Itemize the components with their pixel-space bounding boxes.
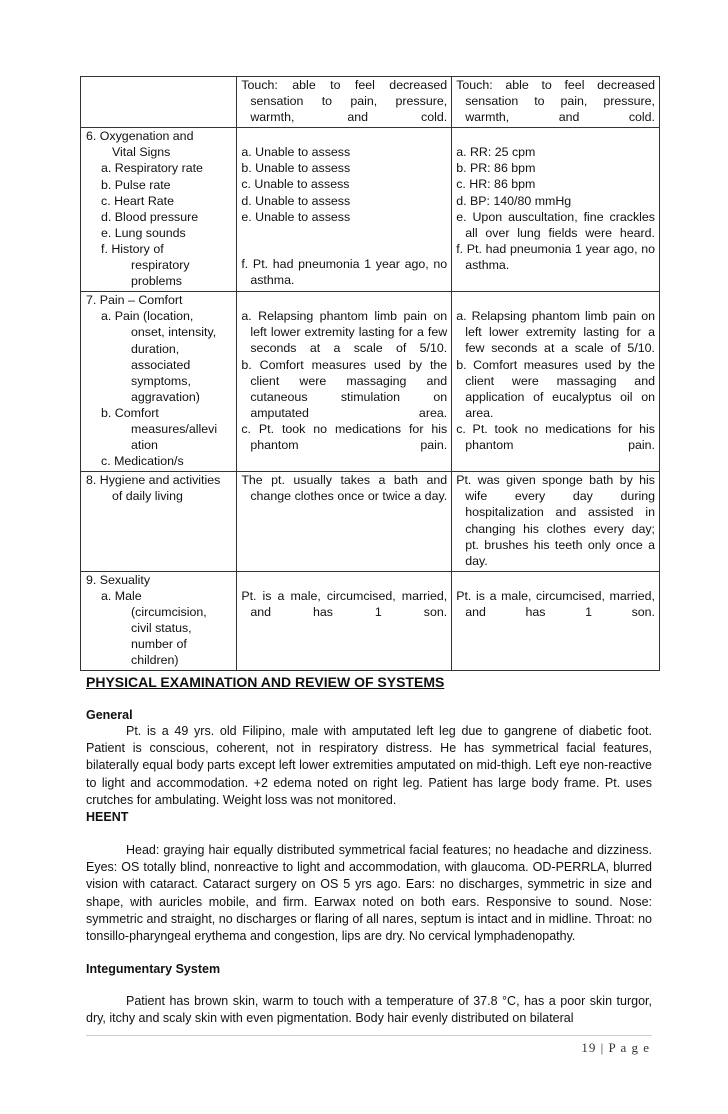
list-item: (circumcision,	[131, 605, 207, 619]
table-cell	[452, 571, 660, 671]
table-cell	[81, 472, 237, 572]
footer-divider	[86, 1035, 652, 1036]
list-item: children)	[131, 653, 179, 668]
list-item: a. Relapsing phantom limb pain on left lower extremity lasting for a few seconds at a scale of 5/10.	[241, 309, 448, 356]
list-item: c. Heart Rate	[101, 193, 174, 208]
section-title: PHYSICAL EXAMINATION AND REVIEW OF SYSTEMS	[86, 674, 445, 690]
table-row	[81, 77, 660, 128]
cell-text: Pt. is a male, circumcised, married, and has 1 son.	[456, 588, 655, 619]
table-row	[81, 472, 660, 572]
list-item: e. Upon auscultation, fine crackles all over lung fields were heard.	[456, 209, 655, 240]
list-item: f. Pt. had pneumonia 1 year ago, no asthma.	[456, 241, 655, 272]
list-item: duration,	[131, 341, 180, 356]
list-item: c. Pt. took no medications for his phantom pain.	[241, 421, 448, 452]
table-cell	[452, 472, 660, 572]
heent-heading: HEENT	[86, 810, 129, 824]
cell-text: Pt. is a male, circumcised, married, and has 1 son.	[241, 588, 448, 619]
list-item: c. Pt. took no medications for his phantom pain.	[456, 421, 655, 452]
list-item: onset, intensity,	[131, 325, 217, 340]
list-item: problems	[131, 274, 182, 289]
list-item: c. Medication/s	[101, 454, 184, 469]
list-item: ation	[131, 438, 158, 453]
page-number: 19 | P a g e	[581, 1040, 650, 1055]
list-item: respiratory	[131, 258, 190, 273]
table-cell	[81, 292, 237, 472]
table-cell	[81, 77, 237, 128]
list-item: a. Respiratory rate	[101, 161, 203, 176]
list-item: number of	[131, 637, 187, 652]
cell-text: Touch: able to feel decreased sensation to pain, pressure, warmth, and cold.	[456, 78, 655, 125]
row-title: 7. Pain – Comfort	[86, 293, 183, 308]
row-title: 6. Oxygenation and	[86, 129, 194, 144]
paragraph-text: Patient has brown skin, warm to touch with a temperature of 37.8 °C, has a poor skin turgor, dry, itchy and scaly skin with even pigmentation. Body hair evenly distributed on bilateral	[86, 994, 652, 1026]
list-item: a. Pain (location,	[101, 309, 194, 324]
table-cell	[81, 571, 237, 671]
table-cell	[237, 292, 452, 472]
list-item: c. Unable to assess	[241, 177, 350, 192]
list-item: associated	[131, 357, 191, 372]
list-item: a. Unable to assess	[241, 145, 351, 160]
list-item: e. Unable to assess	[241, 209, 351, 224]
list-item: a. Relapsing phantom limb pain on left lower extremity lasting for a few seconds at a scale of 5/10.	[456, 309, 655, 356]
list-item: f. History of	[101, 241, 164, 256]
list-item: b. Unable to assess	[241, 161, 351, 176]
table-cell	[452, 77, 660, 128]
list-item: b. Pulse rate	[101, 177, 171, 192]
list-item: a. RR: 25 cpm	[456, 145, 536, 160]
table-row	[81, 571, 660, 671]
general-paragraph	[86, 723, 652, 809]
list-item: c. HR: 86 bpm	[456, 177, 536, 192]
integumentary-paragraph	[86, 993, 652, 1027]
row-title: of daily living	[112, 489, 183, 504]
list-item: b. Comfort measures used by the client were massaging and cutaneous stimulation on amputated area.	[241, 357, 448, 420]
list-item: symptoms,	[131, 373, 191, 388]
list-item: measures/allevi	[131, 421, 218, 436]
list-item: aggravation)	[131, 389, 200, 404]
list-item: a. Male	[101, 588, 142, 603]
table-cell	[452, 128, 660, 292]
assessment-table	[80, 76, 660, 671]
list-item: civil status,	[131, 621, 192, 636]
list-item: b. Comfort	[101, 405, 159, 420]
cell-text: The pt. usually takes a bath and change clothes once or twice a day.	[241, 473, 448, 504]
list-item: d. Blood pressure	[101, 209, 199, 224]
list-item: f. Pt. had pneumonia 1 year ago, no asthma.	[241, 256, 448, 287]
row-title: Vital Signs	[112, 145, 171, 160]
cell-text: Pt. was given sponge bath by his wife every day during hospitalization and assisted in changing his clothes every day; pt. brushes his teeth only once a day.	[456, 473, 655, 568]
list-item: b. Comfort measures used by the client were massaging and application of eucalyptus oil on area.	[456, 357, 655, 420]
table-cell	[237, 472, 452, 572]
list-item: b. PR: 86 bpm	[456, 161, 536, 176]
row-title: 9. Sexuality	[86, 572, 151, 587]
heent-paragraph	[86, 842, 652, 945]
row-title: 8. Hygiene and activities	[86, 473, 221, 488]
paragraph-text: Pt. is a 49 yrs. old Filipino, male with amputated left leg due to gangrene of diabetic foot. Patient is conscious, coherent, not in respiratory distress. He has symmetrical facial features, bilaterally equal body parts except left lower extremities amputated on mid-thigh. Left eye non-reactive to light and accommodation. +2 edema noted on right leg. Patient has large body frame. Pt. uses crutches for ambulating. Weight loss was not monitored.	[86, 724, 652, 807]
integumentary-heading: Integumentary System	[86, 962, 221, 976]
table-row	[81, 292, 660, 472]
list-item: d. BP: 140/80 mmHg	[456, 193, 572, 208]
list-item: d. Unable to assess	[241, 193, 351, 208]
table-row	[81, 128, 660, 292]
general-heading: General	[86, 708, 133, 722]
table-cell	[237, 571, 452, 671]
table-cell	[452, 292, 660, 472]
table-cell	[237, 128, 452, 292]
list-item: e. Lung sounds	[101, 225, 186, 240]
cell-text: Touch: able to feel decreased sensation to pain, pressure, warmth, and cold.	[241, 78, 448, 125]
table-cell	[237, 77, 452, 128]
table-cell	[81, 128, 237, 292]
paragraph-text: Head: graying hair equally distributed symmetrical facial features; no headache and dizziness. Eyes: OS totally blind, nonreactive to light and accommodation, with glaucoma. OD-PERRLA, blurred vision with cataract. Cataract surgery on OS 5 yrs ago. Ears: no discharges, symmetric in size and shape, with auricles mobile, and firm. Earwax noted on both ears. Responsive to sound. Nose: symmetric and straight, no discharges or flaring of all nares, septum is intact and in midline. Throat: no tonsillo-pharyngeal erythema and congestion, lips are dry. No cervical lymphadenopathy.	[86, 843, 652, 944]
